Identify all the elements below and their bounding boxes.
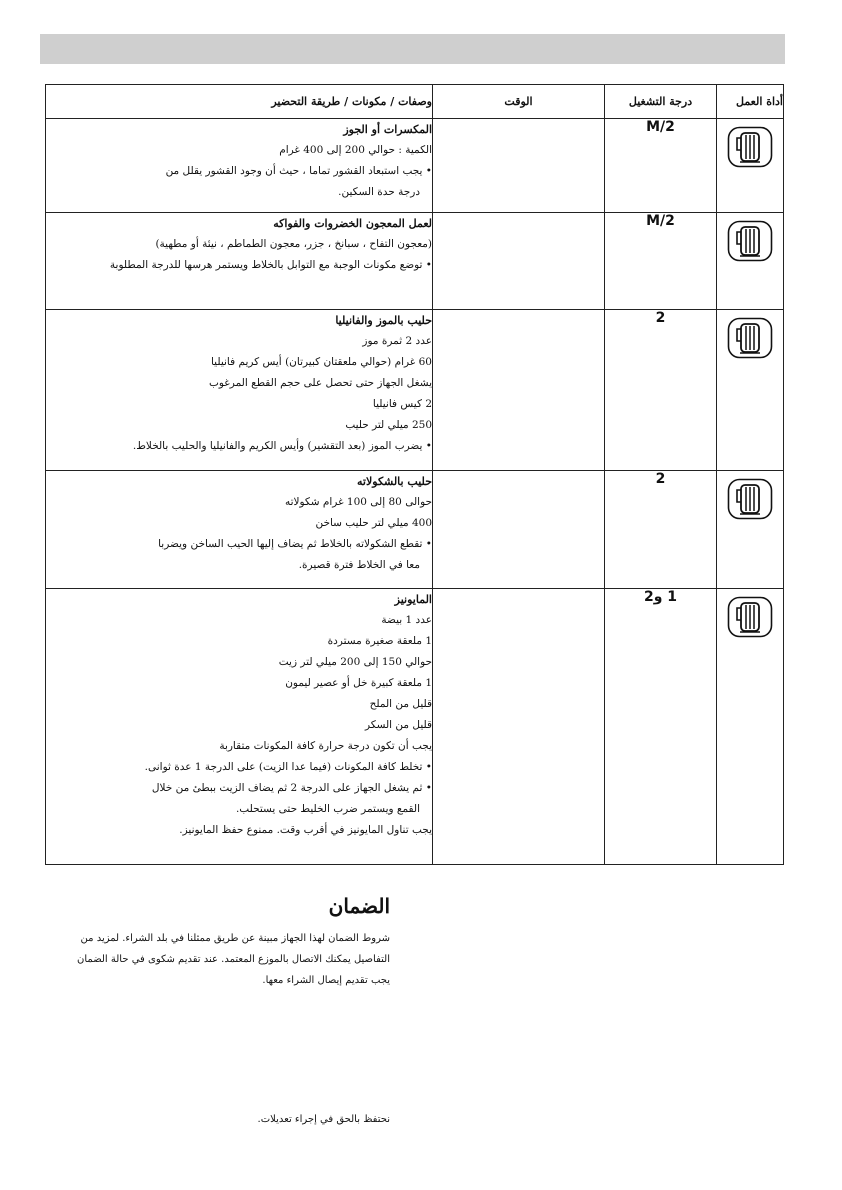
recipe-line: 60 غرام (حوالي ملعقتان كبيرتان) أيس كريم فانيليا <box>210 356 432 368</box>
table-header-row <box>46 85 784 119</box>
recipe-title: لعمل المعجون الخضروات والفواكه <box>273 217 432 230</box>
table-row <box>46 213 784 310</box>
header-gray-bar <box>40 34 785 64</box>
recipe-line: 1 ملعقة صغيرة مستردة <box>327 635 432 647</box>
recipe-bullet: • ثم يشغل الجهاز على الدرجة 2 ثم يضاف الزيت ببطئ من خلال <box>46 778 432 799</box>
table-row <box>46 119 784 213</box>
time-cell <box>433 119 605 213</box>
recipe-line: حوالى 80 إلى 100 غرام شكولاته <box>284 496 432 508</box>
recipe-bullet: • يضرب الموز (بعد التقشير) وأيس الكريم والفانيليا والحليب بالخلاط. <box>46 436 432 457</box>
guarantee-title: الضمان <box>328 894 390 918</box>
guarantee-line: يجب تقديم إيصال الشراء معها. <box>262 975 390 986</box>
tool-cell <box>717 471 784 589</box>
blender-jug-icon <box>727 596 773 642</box>
footnote: نحتفظ بالحق في إجراء تعديلات. <box>257 1114 390 1125</box>
tool-cell <box>717 213 784 310</box>
time-cell <box>433 310 605 471</box>
time-cell <box>433 589 605 865</box>
header-description: وصفات / مكونات / طريقة التحضير <box>46 85 433 119</box>
header-speed: درجة التشغيل <box>605 85 717 119</box>
guarantee-section <box>50 894 390 991</box>
recipe-bullet: • تخلط كافة المكونات (فيما عدا الزيت) على الدرجة 1 عدة ثوانى. <box>46 757 432 778</box>
tool-cell <box>717 589 784 865</box>
recipe-bullet: يجب تناول المايونيز في أقرب وقت. ممنوع حفظ المايونيز. <box>179 824 432 836</box>
blender-jug-icon <box>727 126 773 172</box>
recipe-line: حوالي 150 إلى 200 ميلي لتر زيت <box>278 656 432 668</box>
recipe-bullet: درجة حدة السكين. <box>338 186 420 198</box>
guarantee-line: التفاصيل يمكنك الاتصال بالموزع المعتمد. عند تقديم شكوى في حالة الضمان <box>77 954 390 965</box>
speed-cell: 1 و2 <box>605 589 717 865</box>
speed-cell: 2 <box>605 471 717 589</box>
description-cell <box>46 471 433 589</box>
blender-jug-icon <box>727 317 773 363</box>
recipe-line: عدد 2 ثمرة موز <box>362 335 432 347</box>
blender-jug-icon <box>727 478 773 524</box>
time-cell <box>433 213 605 310</box>
guarantee-line: شروط الضمان لهذا الجهاز مبينة عن طريق ممثلنا في بلد الشراء. لمزيد من <box>80 933 390 944</box>
recipe-line: عدد 1 بيضة <box>381 614 432 626</box>
recipe-line: يجب أن تكون درجة حرارة كافة المكونات متقاربة <box>219 740 432 752</box>
tool-cell <box>717 119 784 213</box>
recipe-line: 1 ملعقة كبيرة خل أو عصير ليمون <box>285 677 432 689</box>
header-time: الوقت <box>433 85 605 119</box>
recipe-line: 400 ميلي لتر حليب ساخن <box>315 517 432 529</box>
table-row <box>46 310 784 471</box>
description-cell <box>46 119 433 213</box>
recipes-table <box>45 84 784 865</box>
recipe-line: قليل من الملح <box>369 698 432 710</box>
recipe-line: (معجون التفاح ، سبانخ ، جزر، معجون الطماطم ، نيئة أو مطهية) <box>155 238 432 250</box>
speed-cell: 2 <box>605 310 717 471</box>
recipe-title: المايونيز <box>394 593 432 606</box>
tool-cell <box>717 310 784 471</box>
blender-jug-icon <box>727 220 773 266</box>
recipe-line: الكمية : حوالي 200 إلى 400 غرام <box>279 144 432 156</box>
table-row <box>46 471 784 589</box>
recipe-bullet: القمع ويستمر ضرب الخليط حتى يستحلب. <box>235 803 420 815</box>
recipe-bullet: • تقطع الشكولاته بالخلاط ثم يضاف إليها الحيب الساخن ويضربا <box>46 534 432 555</box>
speed-cell: 2/M <box>605 213 717 310</box>
recipe-bullet: • توضع مكونات الوجبة مع التوابل بالخلاط ويستمر هرسها للدرجة المطلوبة <box>46 255 432 276</box>
recipe-bullet: • يجب استبعاد القشور تماما ، حيث أن وجود القشور يقلل من <box>46 161 432 182</box>
guarantee-text <box>50 928 390 991</box>
description-cell <box>46 213 433 310</box>
recipe-title: حليب بالشكولاته <box>357 475 432 488</box>
description-cell <box>46 310 433 471</box>
recipe-line: 2 كيس فانيليا <box>372 398 432 410</box>
header-tool: أداة العمل <box>717 85 784 119</box>
recipe-title: حليب بالموز والفانيليا <box>335 314 432 327</box>
table-row <box>46 589 784 865</box>
recipe-line: قليل من السكر <box>365 719 432 731</box>
recipe-line: يشغل الجهاز حتى تحصل على حجم القطع المرغوب <box>208 377 432 389</box>
time-cell <box>433 471 605 589</box>
recipe-bullet: معا في الخلاط فترة قصيرة. <box>298 559 420 571</box>
speed-cell: 2/M <box>605 119 717 213</box>
description-cell <box>46 589 433 865</box>
recipe-line: 250 ميلي لتر حليب <box>345 419 432 431</box>
recipe-title: المكسرات أو الجوز <box>343 123 432 136</box>
